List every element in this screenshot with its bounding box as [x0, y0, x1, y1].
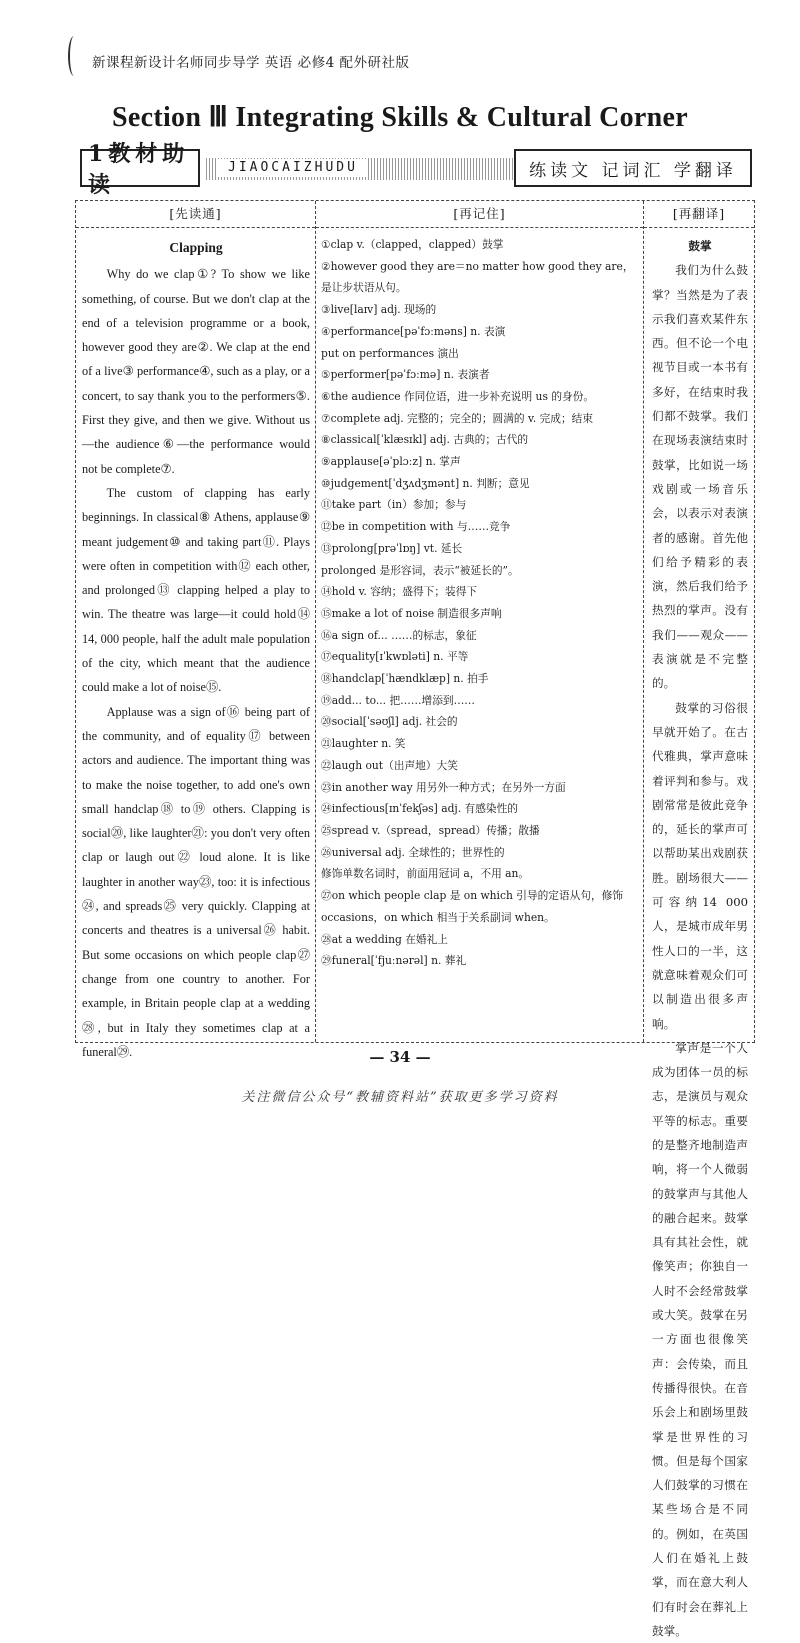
note-item: ⑯a sign of... ……的标志，象征 [321, 628, 477, 642]
note-item: prolonged 是形容词，表示“被延长的”。 [321, 563, 519, 577]
note-item: ㉓in another way 用另外一种方式；在另外一方面 [321, 780, 566, 794]
note-item: ㉔infectious[ɪnˈfekʃəs] adj. 有感染性的 [321, 802, 518, 816]
section-banner [80, 141, 752, 198]
note-item: ㉘at a wedding 在婚礼上 [321, 932, 448, 946]
passage-paragraph: Applause was a sign of⑯ being part of the community, and of equality⑰ between actors and audience. The important thing was to make the noise together, to add one's own small handclap⑱ to⑲ others. Clapping is social⑳, like laughter㉑: you don't very often clap or laugh out㉒ loud alone. It is like laughter in another way㉓, too: it is infectious㉔, and spreads㉕ very quickly. Clapping at concerts and theatres is a universal㉖ habit. But some occasions on which people clap㉗ change from one country to another. For example, in Britain people clap at a wedding㉘, but in Italy they sometimes clap at a funeral㉙. [82, 704, 310, 1059]
note-item: ⑭hold v. 容纳；盛得下；装得下 [321, 585, 478, 599]
note-item: ⑱handclap[ˈhændklæp] n. 拍手 [321, 672, 489, 686]
note-item: 修饰单数名词时，前面用冠词 a，不用 an。 [321, 867, 530, 881]
english-passage [76, 228, 315, 1064]
section-title: Section Ⅲ Integrating Skills & Cultural Corner [112, 102, 688, 133]
note-item: ⑩judgement[ˈdʒʌdʒmənt] n. 判断；意见 [321, 476, 530, 490]
note-item: ④performance[pəˈfɔːməns] n. 表演 [321, 324, 506, 338]
note-item: ③live[laɪv] adj. 现场的 [321, 303, 437, 317]
note-item: ㉕spread v.（spread，spread）传播；散播 [321, 823, 540, 837]
note-item: ⑪take part（in）参加；参与 [321, 498, 467, 512]
note-item: ⑤performer[pəˈfɔːmə] n. 表演者 [321, 368, 490, 382]
chinese-translation [644, 228, 754, 1643]
note-item: ⑧classical[ˈklæsɪkl] adj. 古典的；古代的 [321, 433, 529, 447]
note-item: ⑦complete adj. 完整的；完全的；圆满的 v. 完成；结束 [321, 411, 594, 425]
translation-paragraph: 我们为什么鼓掌？当然是为了表示我们喜欢某件东西。但不论一个电视节目或一本书有多好，在结束时我们都不鼓掌。我们在现场表演结束时鼓掌，比如说一场戏剧或一场音乐会，以表示对表演者的感谢。首先他们给予精彩的表演，然后我们给予热烈的掌声。没有我们——观众——表演就是不完整的。 [652, 263, 748, 691]
passage-paragraph: Why do we clap①? To show we like something, of course. But we don't clap at the end of a television programme or a book, however good they are②. We clap at the end of a live③ performance④, such as a play, or a concert, to say thank you to the performers⑤. First they give, and then we give. Without us—the audience⑥—the performance would not be complete⑦. [82, 267, 310, 476]
note-item: ①clap v.（clapped，clapped）鼓掌 [321, 238, 504, 251]
note-item: ⑨applause[əˈplɔːz] n. 掌声 [321, 455, 461, 469]
note-item: ㉖universal adj. 全球性的；世界性的 [321, 845, 505, 859]
running-header: 新课程新设计名师同步导学 英语 必修4 配外研社版 [92, 55, 410, 71]
page-number: — 34 — [369, 1048, 431, 1066]
banner-pinyin: JIAOCAIZHUDU [218, 159, 368, 177]
note-item: ⑬prolong[prəˈlɒŋ] vt. 延长 [321, 541, 463, 555]
header-bracket-ornament [68, 36, 80, 76]
note-item: ⑰equality[ɪˈkwɒləti] n. 平等 [321, 650, 469, 664]
vocabulary-notes [316, 228, 643, 972]
banner-slogan: 练读文 记词汇 学翻译 [514, 149, 752, 187]
note-item: ㉒laugh out（出声地）大笑 [321, 758, 458, 772]
note-item: ⑲add... to... 把……增添到…… [321, 693, 475, 707]
column-translate [644, 201, 754, 1638]
passage-paragraph: The custom of clapping has early beginnings. In classical⑧ Athens, applause⑨ meant judgement⑩ and taking part⑪. Plays were often in competition with⑫ each other, and prolonged⑬ clapping helped a play to win. The theatre was large—it could hold⑭ 14, 000 people, half the adult male population of the city, which meant that the audience could make a lot of noise⑮. [82, 485, 310, 695]
column-header-read: [先读通] [76, 201, 315, 228]
note-item: ⑥the audience 作同位语，进一步补充说明 us 的身份。 [321, 389, 595, 403]
column-header-remember: [再记住] [316, 201, 643, 228]
translation-paragraph: 鼓掌的习俗很早就开始了。在古代雅典，掌声意味着评判和参与。戏剧常常是彼此竞争的，延长的掌声可以帮助某出戏剧获胜。剧场很大——可容纳14 000人，是城市成年男性人口的一半，这就意味着观众们可以制造出很多声响。 [652, 700, 748, 1031]
note-item: ②however good they are＝no matter how good they are，是让步状语从句。 [321, 259, 634, 295]
translation-paragraph: 掌声是一个人成为团体一员的标志，是演员与观众平等的标志。重要的是整齐地制造声响，将一个人微弱的鼓掌声与其他人的融合起来。鼓掌具有其社会性，就像笑声；你独自一人时不会经常鼓掌或大笑。鼓掌在另一方面也很像笑声：会传染，而且传播得很快。在音乐会上和剧场里鼓掌是世界性的习惯。但是每个国家人们鼓掌的习惯在某些场合是不同的。例如，在英国人们在婚礼上鼓掌，而在意大利人们有时会在葬礼上鼓掌。 [652, 1040, 748, 1638]
note-item: ㉗on which people clap 是 on which 引导的定语从句，修饰 occasions，on which 相当于关系副词 when。 [321, 889, 624, 924]
note-item: ㉙funeral[ˈfjuːnərəl] n. 葬礼 [321, 954, 467, 968]
translation-heading: 鼓掌 [688, 239, 712, 253]
banner-number-title: 1教材助读 [80, 149, 200, 187]
note-item: put on performances 演出 [321, 346, 459, 360]
footer-promo: 关注微信公众号“教辅资料站”获取更多学习资料 [241, 1090, 559, 1105]
note-item: ⑮make a lot of noise 制造很多声响 [321, 606, 502, 620]
column-header-translate: [再翻译] [644, 201, 754, 228]
note-item: ⑳social[ˈsəʊʃl] adj. 社会的 [321, 715, 458, 729]
column-remember [316, 201, 644, 1042]
note-item: ㉑laughter n. 笑 [321, 737, 406, 751]
note-item: ⑫be in competition with 与……竞争 [321, 520, 511, 534]
passage-heading: Clapping [169, 240, 223, 255]
column-read [76, 201, 316, 1059]
